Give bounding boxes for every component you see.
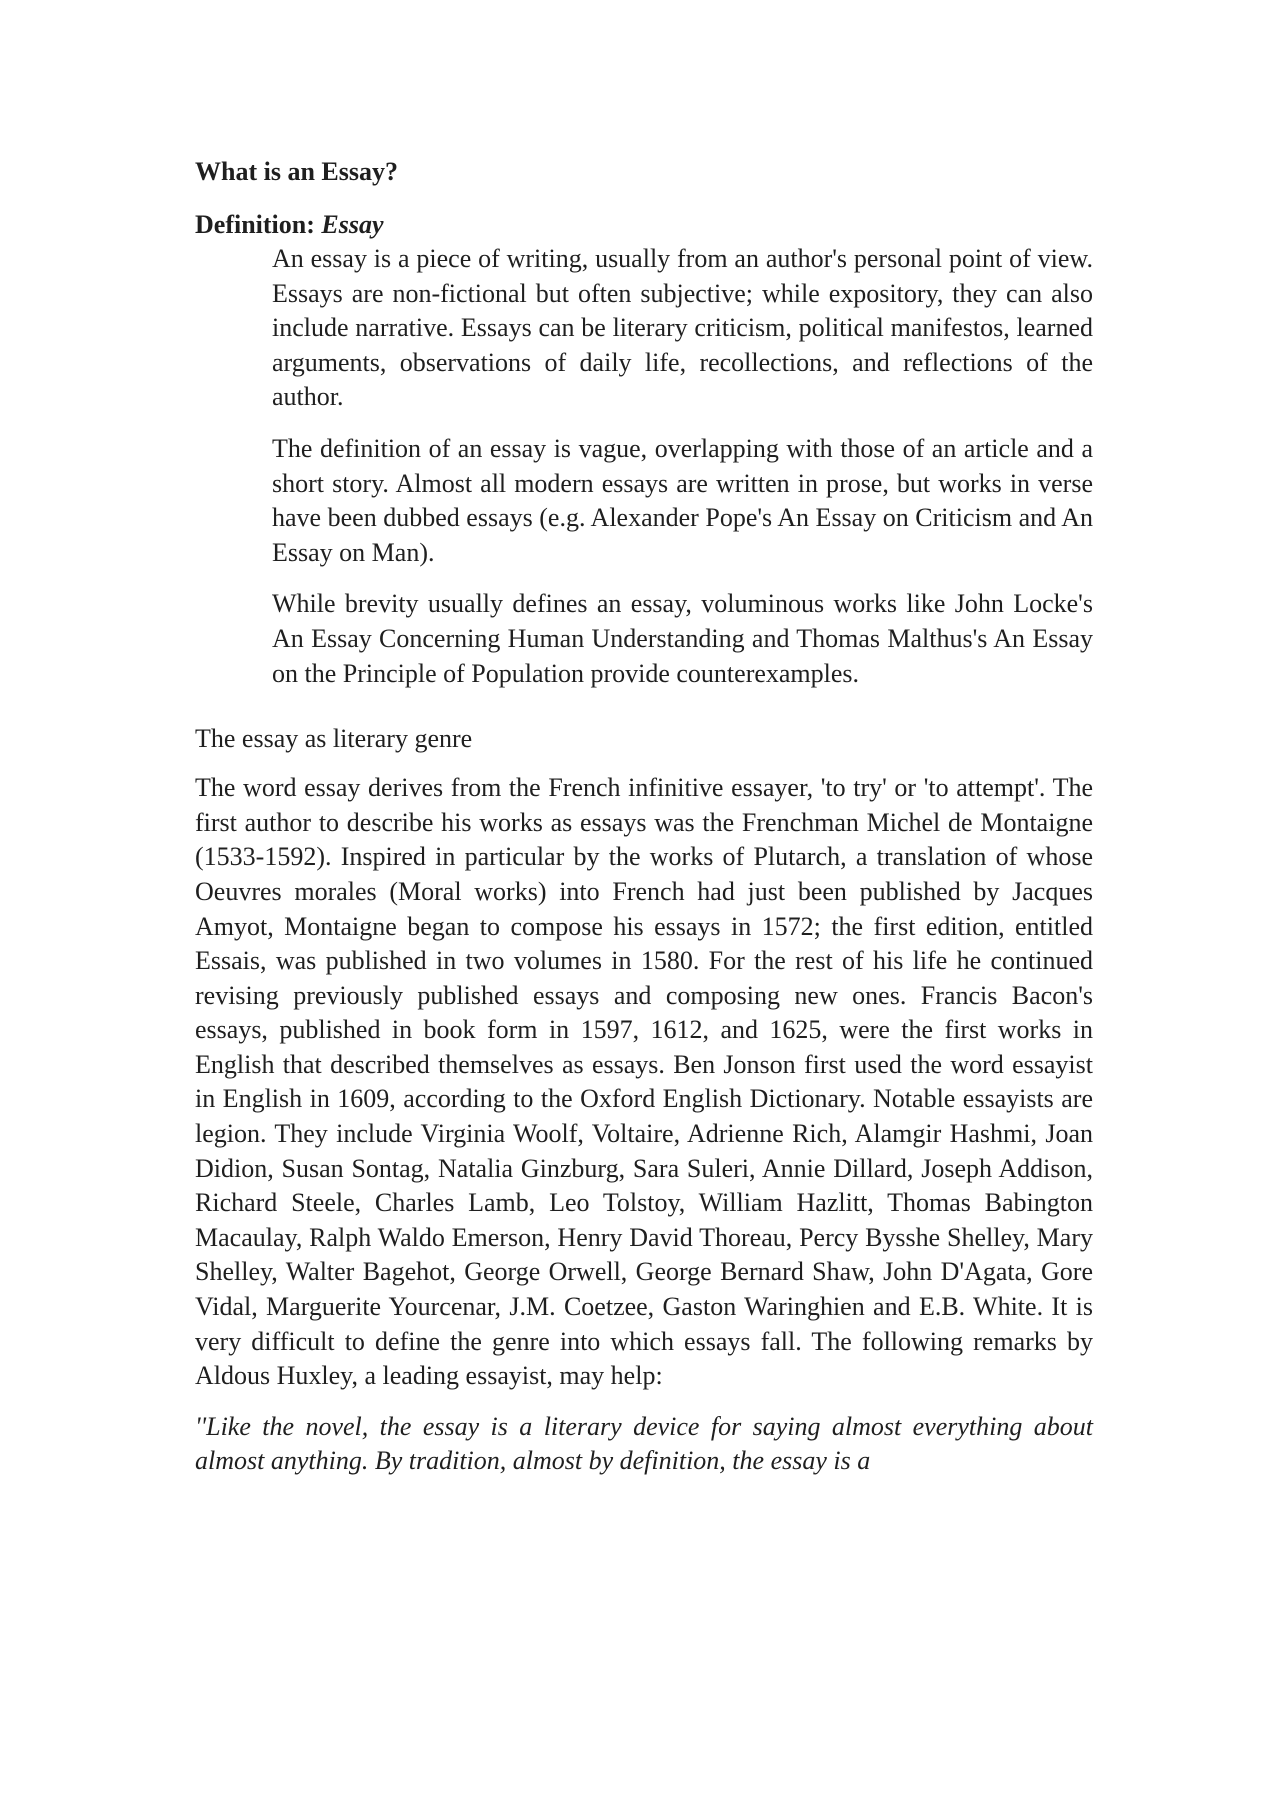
section-title: The essay as literary genre bbox=[195, 724, 473, 754]
definition-paragraph: An essay is a piece of writing, usually from an author's personal point of view. Essays are non-fictional but often subjective; while expository, they can also include narrative. Essays can be literary criticism, political manifestos, learned arguments, observations of daily life, recollections, and reflections of the author. bbox=[272, 244, 1093, 412]
document-title: What is an Essay? bbox=[195, 157, 398, 186]
section-body bbox=[195, 771, 1093, 1479]
huxley-quote: ''Like the novel, the essay is a literary device for saying almost everything about almost anything. By tradition, almost by definition, the essay is a bbox=[195, 1411, 1093, 1476]
definition-body bbox=[272, 242, 1093, 691]
document-page bbox=[195, 155, 1093, 1495]
definition-paragraph: While brevity usually defines an essay, voluminous works like John Locke's An Essay Concerning Human Understanding and Thomas Malthus's An Essay on the Principle of Population provide counterexamples. bbox=[272, 589, 1093, 688]
section-paragraph: The word essay derives from the French infinitive essayer, 'to try' or 'to attempt'. The first author to describe his works as essays was the Frenchman Michel de Montaigne (1533-1592). Inspired in particular by the works of Plutarch, a translation of whose Oeuvres morales (Moral works) into French had just been published by Jacques Amyot, Montaigne began to compose his essays in 1572; the first edition, entitled Essais, was published in two volumes in 1580. For the rest of his life he continued revising previously published essays and composing new ones. Francis Bacon's essays, published in book form in 1597, 1612, and 1625, were the first works in English that described themselves as essays. Ben Jonson first used the word essayist in English in 1609, according to the Oxford English Dictionary. Notable essayists are legion. They include Virginia Woolf, Voltaire, Adrienne Rich, Alamgir Hashmi, Joan Didion, Susan Sontag, Natalia Ginzburg, Sara Suleri, Annie Dillard, Joseph Addison, Richard Steele, Charles Lamb, Leo Tolstoy, William Hazlitt, Thomas Babington Macaulay, Ralph Waldo Emerson, Henry David Thoreau, Percy Bysshe Shelley, Mary Shelley, Walter Bagehot, George Orwell, George Bernard Shaw, John D'Agata, Gore Vidal, Marguerite Yourcenar, J.M. Coetzee, Gaston Waringhien and E.B. White. It is very difficult to define the genre into which essays fall. The following remarks by Aldous Huxley, a leading essayist, may help: bbox=[195, 773, 1093, 1391]
definition-label: Definition: bbox=[195, 210, 315, 239]
definition-heading bbox=[195, 208, 1093, 242]
definition-paragraph: The definition of an essay is vague, overlapping with those of an article and a short story. Almost all modern essays are written in prose, but works in verse have been dubbed essays (e.g. Alexander Pope's An Essay on Criticism and An Essay on Man). bbox=[272, 433, 1093, 567]
definition-term: Essay bbox=[321, 210, 384, 239]
